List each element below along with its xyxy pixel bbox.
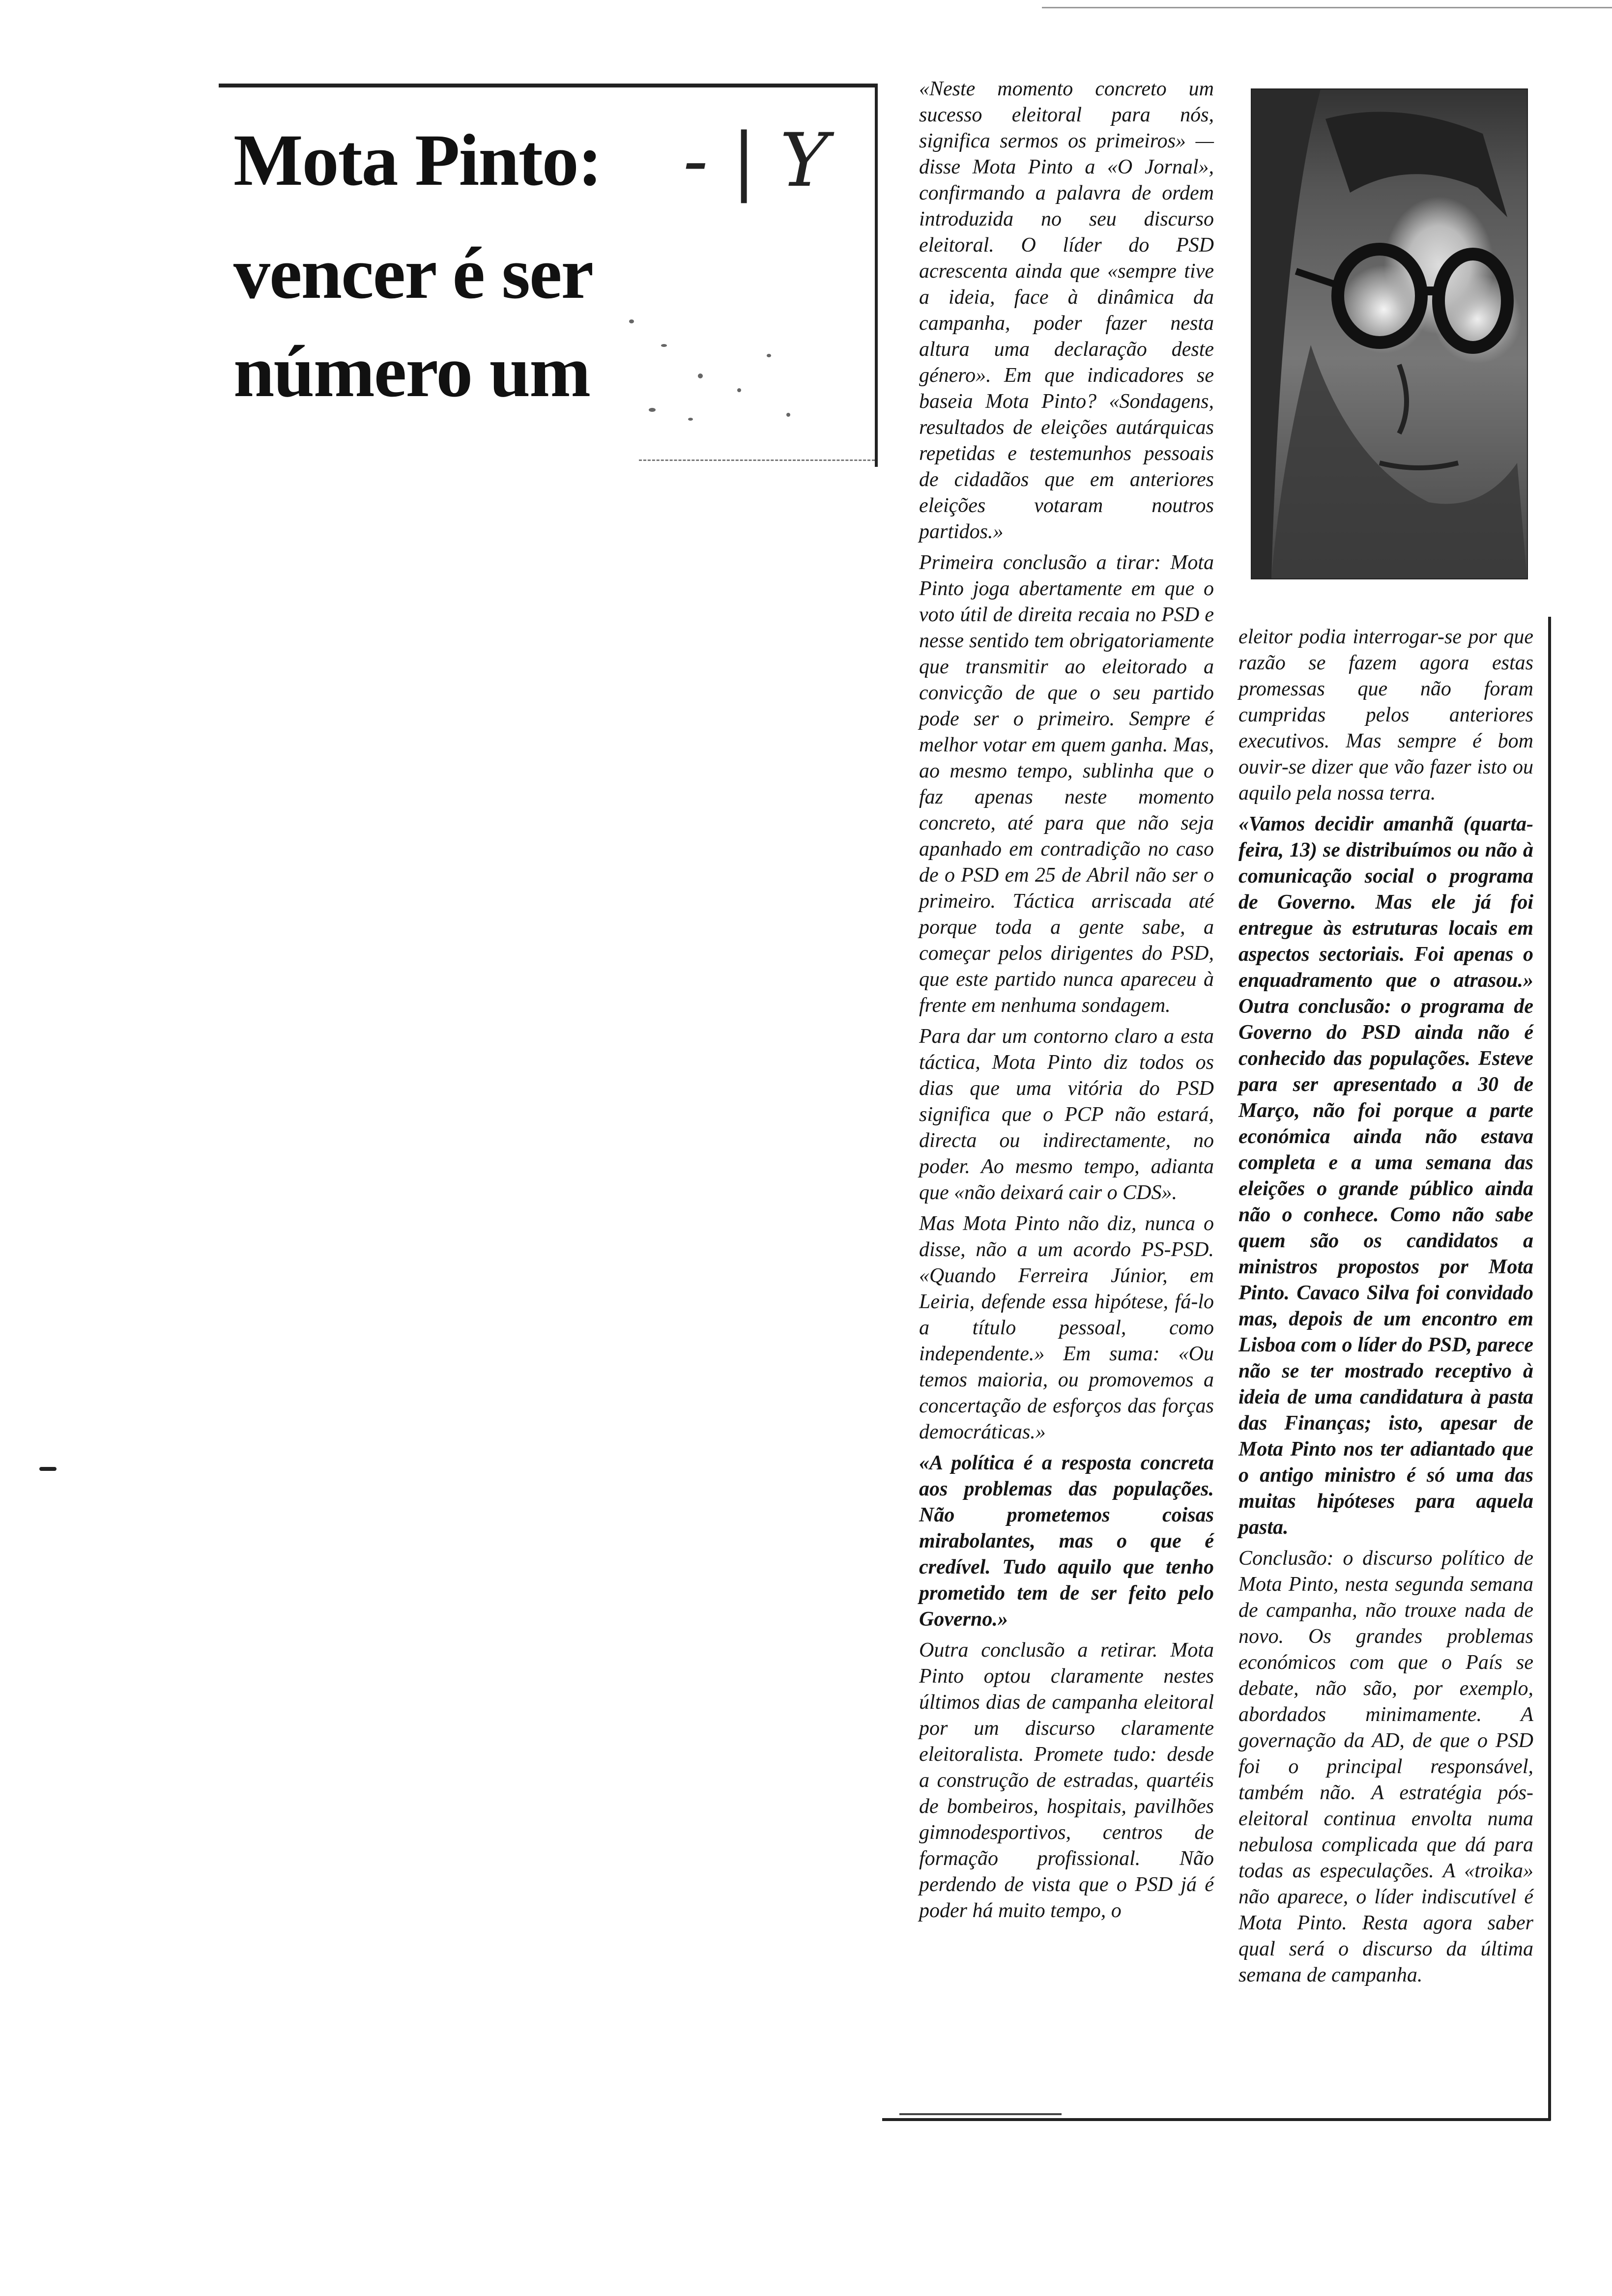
speck [698,373,703,378]
bottom-rule-short [899,2113,1062,2115]
bottom-rule [882,2118,1551,2121]
paragraph: Para dar um contorno claro a esta táctica, Mota Pinto diz todos os dias que uma vitória do PSD significa que o PCP não estará, directa ou indirectamente, no poder. Ao mesmo tempo, adianta que «não deixará cair o CDS». [919,1025,1214,1204]
speck [661,344,667,347]
paragraph-quote: «Vamos decidir amanhã (quarta-feira, 13) se distribuímos ou não à comunicação social o programa de Governo. Mas ele já foi entregue às estruturas locais em aspectos sectoriais. Foi apenas o enquadramento que o atrasou.» Outra conclusão: o programa de Governo do PSD ainda não é conhecido das populações. Esteve para ser apresentado a 30 de Março, não foi porque a parte económica ainda não estava completa e a uma semana das eleições o grande público ainda não o conhece. Como não sabe quem são os candidatos a ministros propostos por Mota Pinto. Cavaco Silva foi convidado mas, depois de um encontro em Lisboa com o líder do PSD, parece não se ter mostrado receptivo à ideia de uma candidatura à pasta das Finanças; isto, apesar de Mota Pinto nos ter adiantado que o antigo ministro é só uma das muitas hipóteses para aquela pasta. [1238,813,1533,1539]
portrait-photo-icon [1252,89,1527,578]
headline-line-3: número um [233,331,590,412]
portrait-photo [1251,88,1528,579]
speck [649,408,656,412]
top-rule [1042,7,1612,8]
speck [688,418,693,421]
paragraph: Conclusão: o discurso político de Mota Pinto, nesta segunda semana de campanha, não trouxe nada de novo. Os grandes problemas económicos com que o País se debate, não são, por exemplo, abordados minimamente. A governação da AD, de que o PSD foi o principal responsável, também não. A estratégia pós-eleitoral continua envolta numa nebulosa complicada que dá para todas as especulações. A «troika» não aparece, o líder indiscutível é Mota Pinto. Resta agora saber qual será o discurso da última semana de campanha. [1238,1547,1533,1986]
paragraph: eleitor podia interrogar-se por que razão se fazem agora estas promessas que não foram cumpridas pelos anteriores executivos. Mas sempre é bom ouvir-se dizer que vão fazer isto ou aquilo pela nossa terra. [1238,626,1533,804]
paragraph: «Neste momento concreto um sucesso eleitoral para nós, significa sermos os primeiros» — disse Mota Pinto a «O Jornal», confirmando a palavra de ordem introduzida no seu discurso eleitoral. O líder do PSD acrescenta ainda que «sempre tive a ideia, face à dinâmica da campanha, poder fazer nesta altura uma declaração deste género». Em que indicadores se baseia Mota Pinto? «Sondagens, resultados de eleições autárquicas repetidas e testemunhos pessoais de cidadãos que em anteriores eleições votaram noutros partidos.» [919,78,1214,543]
article-column-2 [1238,624,1533,2123]
article-column-1 [919,76,1214,2066]
margin-mark [39,1467,57,1471]
paragraph: Primeira conclusão a tirar: Mota Pinto joga abertamente em que o voto útil de direita recaia no PSD e nesse sentido tem obrigatoriamente que transmitir ao eleitorado a convicção de que o seu partido pode ser o primeiro. Sempre é melhor votar em quem ganha. Mas, ao mesmo tempo, sublinha que o faz apenas neste momento concreto, até para que não seja apanhado em contradição no caso de o PSD em 25 de Abril não ser o primeiro. Táctica arriscada até porque toda a gente sabe, a começar pelos dirigentes do PSD, que este partido nunca apareceu à frente em nenhuma sondagem. [919,551,1214,1017]
paragraph: Mas Mota Pinto não diz, nunca o disse, não a um acordo PS-PSD. «Quando Ferreira Júnior, em Leiria, defende essa hipótese, fá-lo a título pessoal, como independente.» Em suma: «Ou temos maioria, ou promovemos a concertação de esforços das forças democráticas.» [919,1212,1214,1443]
handwritten-mark: - | Y [683,118,829,203]
headline-bottom-rule [639,459,875,462]
speck [737,388,741,392]
speck [786,413,790,417]
speck [629,319,634,323]
column-rule [1548,617,1551,2121]
paragraph-quote: «A política é a resposta concreta aos problemas das populações. Não prometemos coisas mirabolantes, mas o que é credível. Tudo aquilo que tenho prometido tem de ser feito pelo Governo.» [919,1452,1214,1631]
paragraph: Outra conclusão a retirar. Mota Pinto optou claramente nestes últimos dias de campanha eleitoral por um discurso claramente eleitoralista. Promete tudo: desde a construção de estradas, quartéis de bombeiros, hospitais, pavilhões gimnodesportivos, centros de formação profissional. Não perdendo de vista que o PSD já é poder há muito tempo, o [919,1639,1214,1922]
headline-line-1: Mota Pinto: [233,119,602,201]
headline-line-2: vencer é ser [233,232,593,314]
speck [767,354,771,357]
